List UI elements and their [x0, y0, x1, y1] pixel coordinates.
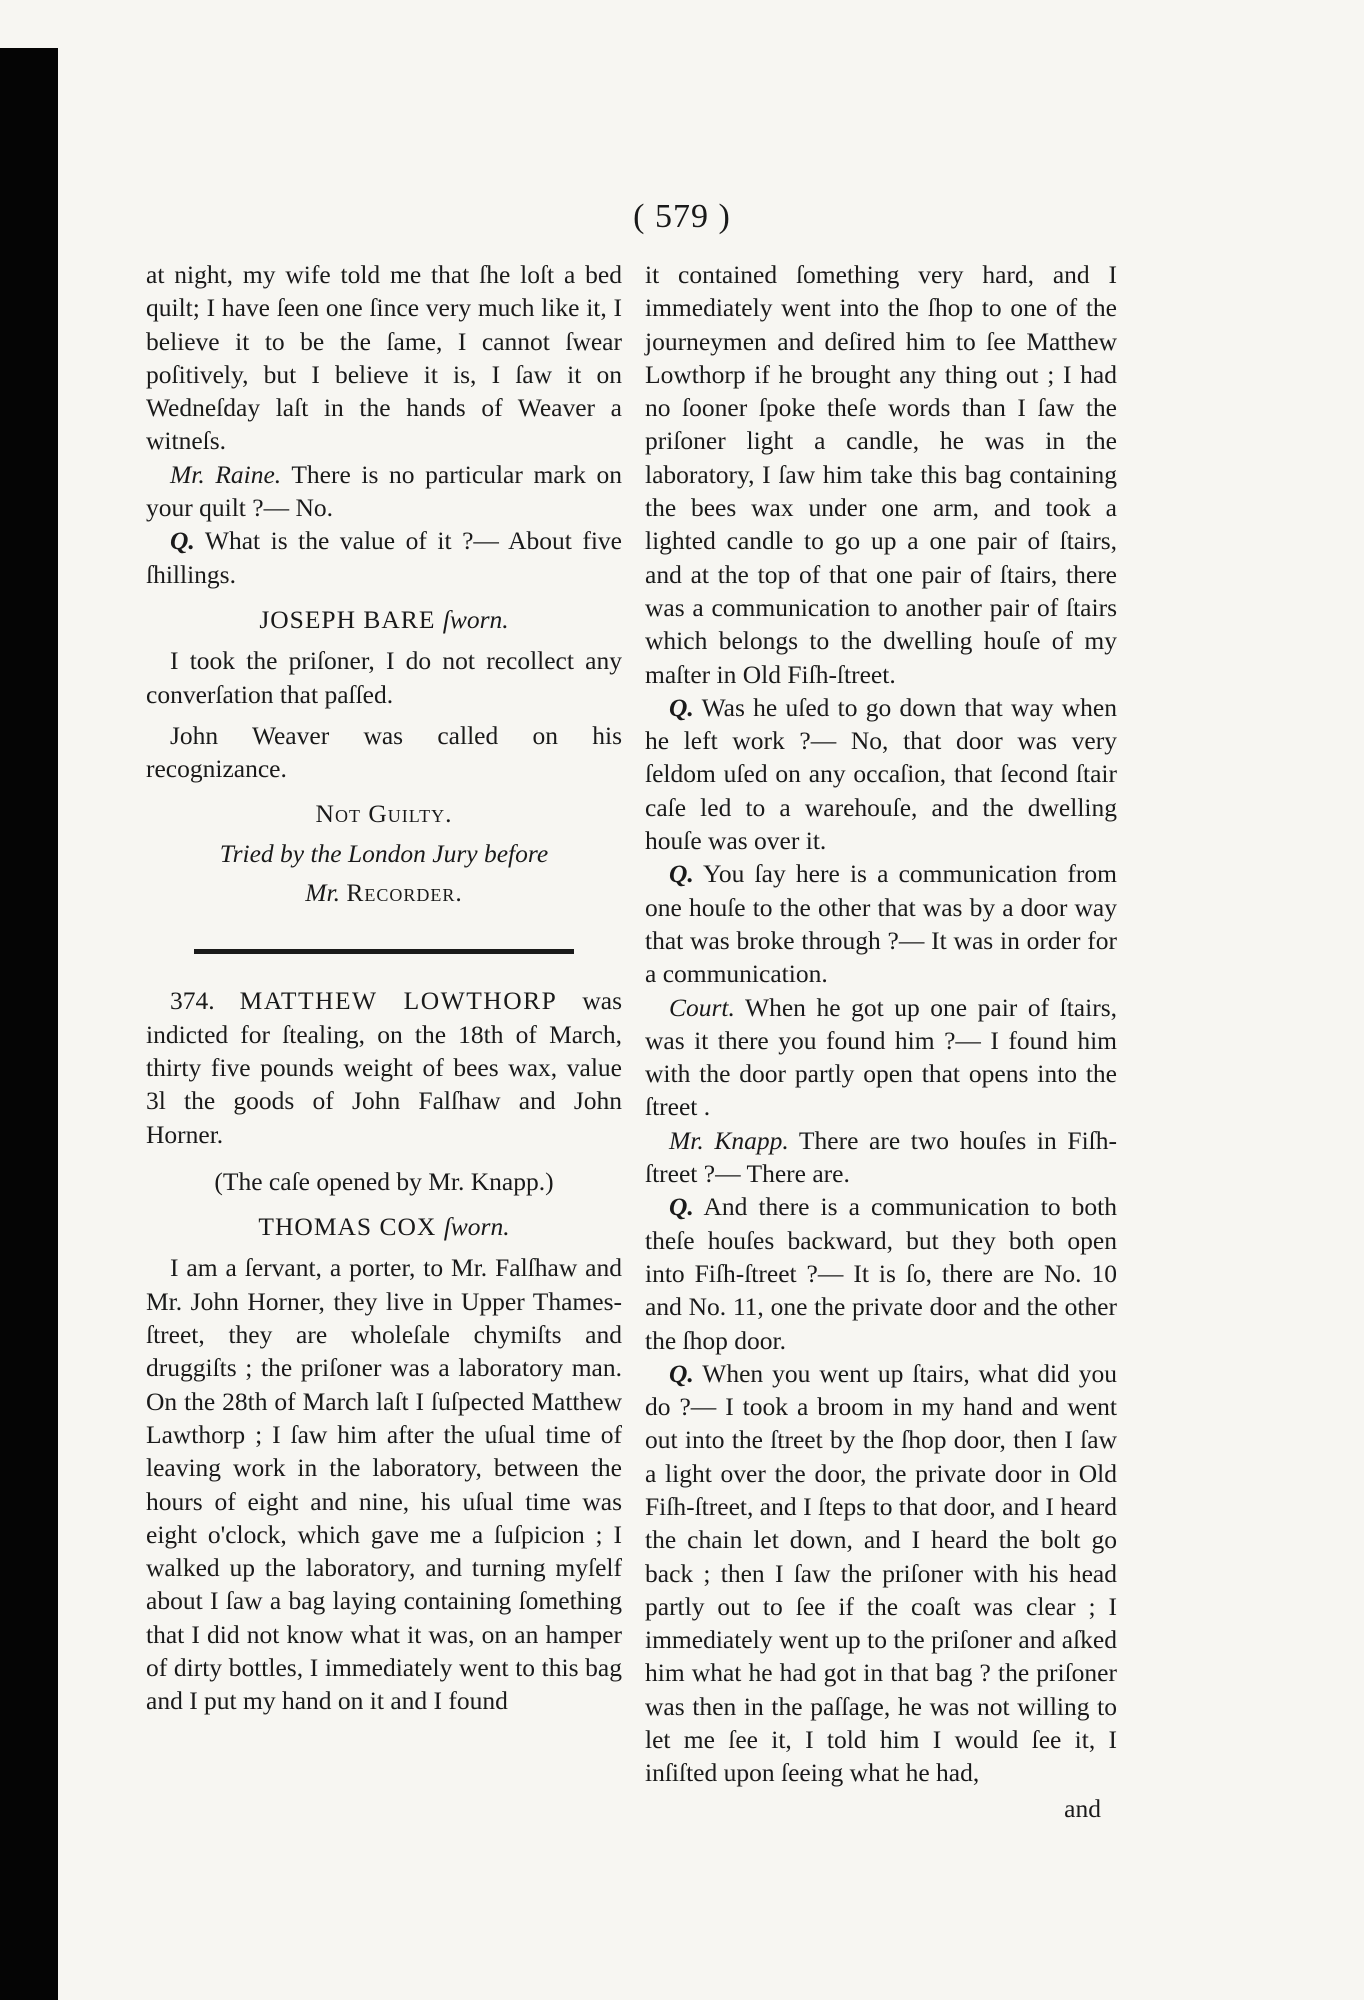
speaker-label: Court. [669, 992, 735, 1022]
paragraph-text: And there is a communication to both theſe houſes backward, but they both open into Fiſh-ſtreet ?— It is ſo, there are No. 10 and No. 11, one the private door and the other the ſhop door. [645, 1192, 1117, 1355]
recorder-name: Recorder. [346, 878, 463, 908]
case-heading [146, 984, 622, 1150]
paragraph [146, 458, 622, 525]
page-number: ( 579 ) [633, 198, 731, 235]
question-mark-label: Q. [669, 859, 694, 889]
paragraph: I am a ſervant, a porter, to Mr. Falſhaw and Mr. John Horner, they live in Upper Thames-ſtreet, they are wholeſale chymiſts and druggiſts ; the priſoner was a laboratory man. On the 28th of March laſt I ſuſpected Matthew Lawthorp ; I ſaw him after the uſual time of leaving work in the laboratory, between the hours of eight and nine, his uſual time was eight o'clock, which gave me a ſuſpicion ; I walked up the laboratory, and turning myſelf about I ſaw a bag laying containing ſomething that I did not know what it was, on an hamper of dirty bottles, I immediately went to this bag and I put my hand on it and I found [146, 1253, 622, 1716]
book-spine-shadow [0, 48, 58, 2000]
paragraph: I took the priſoner, I do not recollect any converſation that paſſed. [146, 646, 622, 709]
paragraph [645, 1357, 1117, 1790]
left-column [146, 258, 622, 1718]
paragraph: at night, my wife told me that ſhe loſt a bed quilt; I have ſeen one ſince very much like it, I believe it to be the ſame, I cannot ſwear poſitively, but I believe it is, I ſaw it on Wedneſday laſt in the hands of Weaver a witneſs. [146, 260, 622, 456]
witness-heading [146, 603, 622, 636]
verdict: Not Guilty. [315, 799, 453, 829]
case-opened-note: (The caſe opened by Mr. Knapp.) [214, 1166, 554, 1196]
paragraph [645, 1190, 1117, 1356]
paragraph-text: When you went up ſtairs, what did you do ?— I took a broom in my hand and went out into the ſtreet by the ſhop door, then I ſaw a light over the door, the private door in Old Fiſh-ſtreet, and I ſteps to that door, and I heard the chain let down, and I heard the bolt go back ; then I ſaw the priſoner with his head partly out to ſee if the coaſt was clear ; I immediately went up to the priſoner and aſked him what he had got in that bag ? the priſoner was then in the paſſage, he was not willing to let me ſee it, I told him I would ſee it, I inſiſted upon ſeeing what he had, [645, 1358, 1117, 1788]
question-mark-label: Q. [669, 1192, 694, 1222]
question-mark-label: Q. [669, 1358, 694, 1388]
witness-name: JOSEPH BARE [259, 604, 443, 634]
question-mark-label: Q. [669, 692, 694, 722]
speaker-label: Mr. Knapp. [669, 1125, 789, 1155]
paragraph [146, 524, 622, 591]
paragraph-text: What is the value of it ?— About five ſhillings. [146, 526, 622, 589]
question-mark-label: Q. [170, 526, 195, 556]
paragraph: it contained ſomething very hard, and I immediately went into the ſhop to one of the journeymen and deſired him to ſee Matthew Lowthorp if he brought any thing out ; I had no ſooner ſpoke theſe words than I ſaw the priſoner light a candle, he was in the laboratory, I ſaw him take this bag containing the bees wax under one arm, and took a lighted candle to go up a one pair of ſtairs, and at the top of that one pair of ſtairs, there was a communication to another pair of ſtairs which belongs to the dwelling houſe of my maſter in Old Fiſh-ſtreet. [645, 260, 1117, 689]
defendant-name: MATTHEW LOWTHORP [239, 986, 558, 1016]
right-column [645, 258, 1117, 1825]
recorder-title: Mr. [305, 878, 347, 908]
speaker-label: Mr. Raine. [170, 459, 282, 489]
recorder-line [146, 876, 622, 909]
paragraph-text: There is no particular mark on your quilt ?— No. [146, 459, 622, 523]
indictment-text: was indicted for ſtealing, on the 18th of March, thirty five pounds weight of bees wax, value 3l the goods of John Falſhaw and John Horner. [146, 986, 622, 1149]
paragraph-text: You ſay here is a communication from one houſe to the other that was by a door way that was broke through ?— It was in order for a communication. [645, 859, 1117, 989]
sworn-label: ſworn. [442, 604, 509, 634]
paragraph-text: There are two houſes in Fiſh-ſtreet ?— There are. [645, 1125, 1117, 1189]
case-number: 374. [170, 986, 240, 1016]
paragraph [645, 857, 1117, 990]
paragraph-text: Was he uſed to go down that way when he left work ?— No, that door was very ſeldom uſed on any occaſion, that ſecond ſtair caſe led to a warehouſe, and the dwelling houſe was over it. [645, 692, 1117, 856]
paragraph [645, 991, 1117, 1124]
paragraph-text: When he got up one pair of ſtairs, was it there you found him ?— I found him with the door partly open that opens into the ſtreet . [645, 992, 1117, 1122]
section-divider [194, 949, 574, 954]
paragraph: John Weaver was called on his recognizance. [146, 720, 622, 784]
paragraph [645, 691, 1117, 857]
witness-name: THOMAS COX [258, 1212, 444, 1242]
catchword: and [1064, 1793, 1101, 1823]
paragraph [645, 1124, 1117, 1191]
tried-by-line: Tried by the London Jury before [219, 838, 549, 868]
sworn-label: ſworn. [443, 1212, 510, 1242]
witness-heading [146, 1210, 622, 1243]
